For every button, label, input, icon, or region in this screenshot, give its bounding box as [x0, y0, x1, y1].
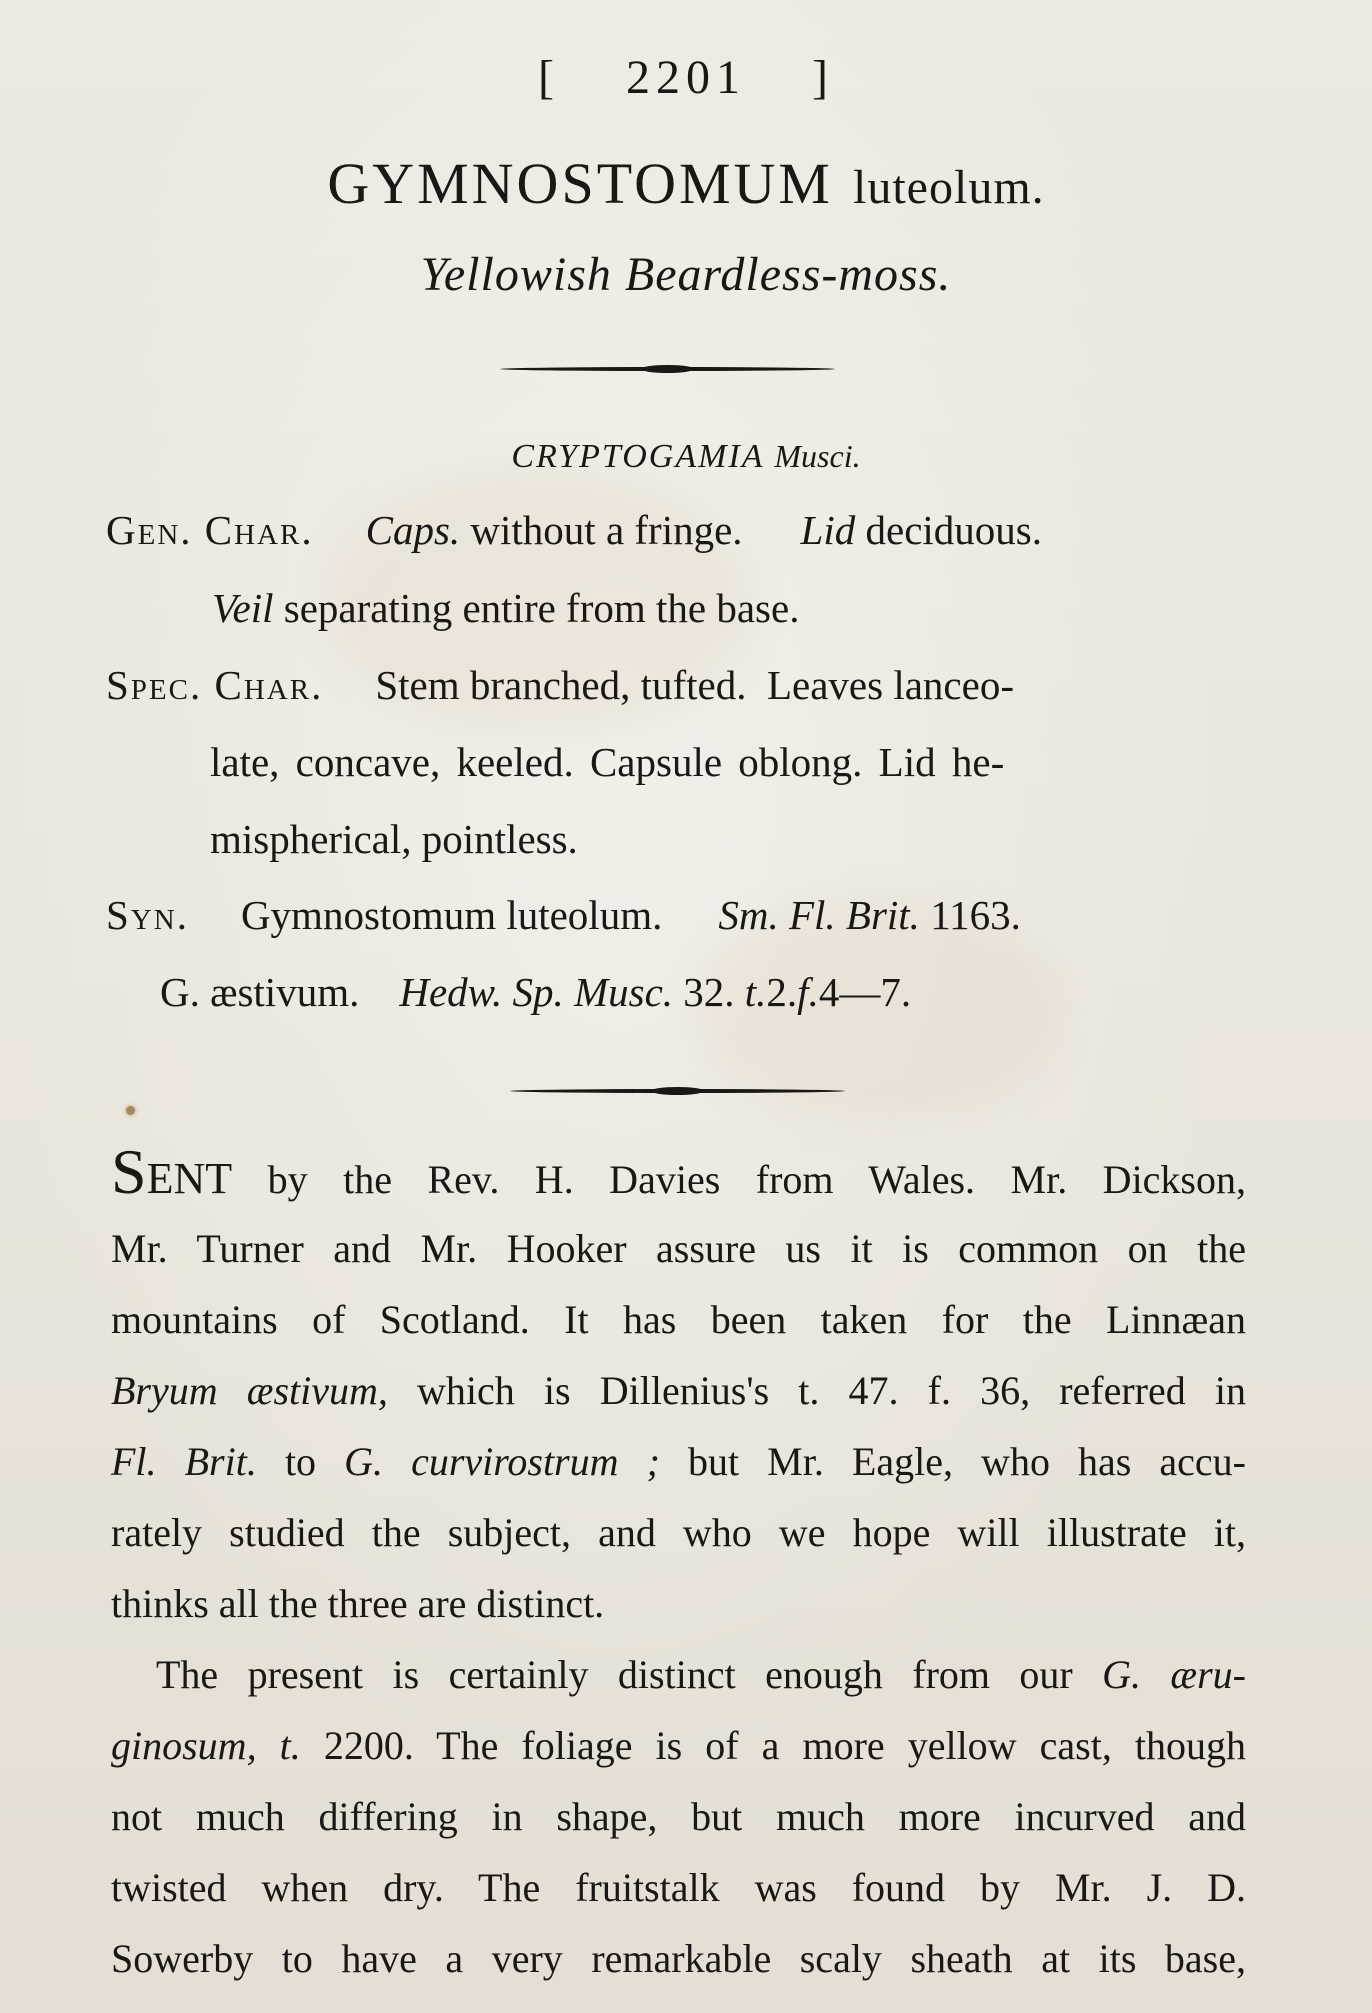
species-title — [0, 150, 1372, 217]
body-line — [111, 1367, 1246, 1414]
paper-spot — [126, 1106, 135, 1115]
gen-char-label: Gen. Char. — [106, 507, 314, 553]
gen-char-lid: Lid — [800, 507, 856, 553]
body-italic: G. æru- — [1102, 1652, 1246, 1697]
syn-t: t. — [744, 969, 767, 1015]
body-line: twisted when dry. The fruitstalk was found by Mr. J. D. — [111, 1865, 1246, 1910]
body-line — [111, 1438, 1246, 1485]
gen-char-text-1: without a fringe. — [470, 507, 743, 553]
spec-char-label: Spec. Char. — [106, 662, 324, 708]
body-text: The present is certainly distinct enough from our — [156, 1652, 1073, 1697]
species-name: luteolum. — [853, 161, 1045, 214]
right-bracket: ] — [812, 51, 834, 104]
body-line: Sowerby to have a very remarkable scaly sheath at its base, — [111, 1936, 1246, 1981]
drop-cap-rest: ENT — [146, 1154, 233, 1203]
body-line — [111, 1722, 1246, 1769]
syn-f: f. — [797, 969, 819, 1015]
class-name: CRYPTOGAMIA — [511, 438, 764, 475]
order-name: Musci. — [774, 438, 861, 474]
ornamental-rule — [500, 367, 835, 371]
body-line: thinks all the three are distinct. — [111, 1581, 605, 1626]
body-line: not much differing in shape, but much more incurved and — [111, 1794, 1246, 1839]
syn-line-1 — [106, 891, 1021, 939]
body-text: to — [284, 1439, 317, 1484]
syn-line-2 — [160, 968, 911, 1016]
body-text: by the Rev. H. Davies from Wales. Mr. Dickson, — [267, 1157, 1247, 1202]
drop-cap-letter: S — [111, 1136, 147, 1207]
left-bracket: [ — [538, 51, 560, 104]
spec-char-line-3: mispherical, pointless. — [210, 816, 578, 862]
body-line: rately studied the subject, and who we hope will illustrate it, — [111, 1510, 1246, 1555]
drop-cap — [111, 1136, 233, 1207]
spec-char-text-1: Stem branched, tufted. Leaves lanceo- — [375, 662, 1014, 708]
genus-name: GYMNOSTOMUM — [327, 151, 833, 216]
body-line: mountains of Scotland. It has been taken for the Linnæan — [111, 1297, 1246, 1342]
body-line — [156, 1651, 1246, 1698]
body-italic: G. curvirostrum ; — [344, 1439, 660, 1484]
page-number: 2201 — [626, 51, 746, 104]
gen-char-caps: Caps. — [365, 507, 461, 553]
gen-char-line-1 — [106, 506, 1042, 554]
syn-text-1: Gymnostomum luteolum. — [240, 892, 663, 938]
gen-char-veil: Veil — [212, 585, 274, 631]
body-line: Mr. Turner and Mr. Hooker assure us it is common on the — [111, 1226, 1246, 1271]
body-italic: Bryum æstivum, — [111, 1368, 388, 1413]
syn-text-2: G. æstivum. — [160, 969, 360, 1015]
syn-tnum: 2. — [766, 969, 798, 1015]
body-italic: Fl. Brit. — [111, 1439, 257, 1484]
page-number-line — [0, 50, 1372, 105]
body-text: which is Dillenius's t. 47. f. 36, referred in — [417, 1368, 1247, 1413]
body-italic: ginosum, t. — [111, 1723, 301, 1768]
body-text: 2200. The foliage is of a more yellow cast, though — [323, 1723, 1246, 1768]
syn-ref-2: Hedw. Sp. Musc. — [399, 969, 674, 1015]
spec-char-line-2: late, concave, keeled. Capsule oblong. Lid he- — [210, 739, 1005, 785]
classification-line — [0, 438, 1372, 476]
gen-char-line-2 — [212, 584, 799, 632]
gen-char-text-3: separating entire from the base. — [283, 585, 800, 631]
syn-num-2: 32. — [683, 969, 735, 1015]
common-name: Yellowish Beardless-moss. — [420, 248, 952, 301]
gen-char-text-2: deciduous. — [865, 507, 1042, 553]
syn-num-1: 1163. — [930, 892, 1021, 938]
body-text: but Mr. Eagle, who has accu- — [687, 1439, 1247, 1484]
syn-fnum: 4—7. — [818, 969, 912, 1015]
syn-label: Syn. — [106, 892, 189, 938]
syn-ref-1: Sm. Fl. Brit. — [718, 892, 920, 938]
spec-char-line-1 — [106, 661, 1014, 709]
body-line — [111, 1136, 1247, 1207]
ornamental-rule — [510, 1089, 845, 1093]
